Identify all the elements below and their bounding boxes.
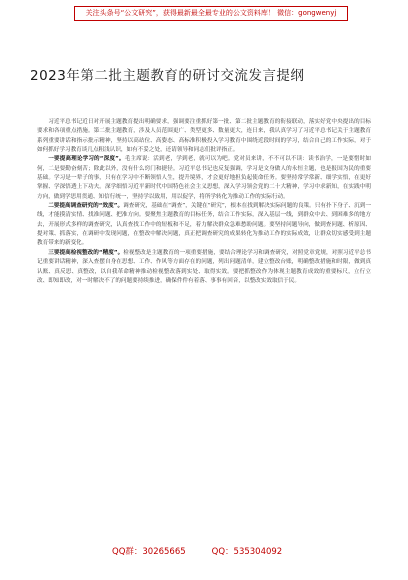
paragraph-heading: 三要提高检视整改的“精度”。 xyxy=(48,249,124,256)
paragraph xyxy=(37,155,371,202)
document-body xyxy=(37,118,371,286)
qq-number: QQ：535304092 xyxy=(211,547,283,557)
paragraph-heading: 一要提高理论学习的“深度”。 xyxy=(48,156,125,163)
qq-group-number: QQ群：30265665 xyxy=(112,547,186,557)
paragraph-text: 毛主席说：活到老，学到老，就可以为吧。党对员来讲，不不可以不读：读书治学，一是要惜时如何，二是要勤奋刻苦；除此以外，没有什么窍门和捷径。习近平总书记也反复强调，学习是文身做人的永恒主题，也是报国为民的重要基础。学习是一辈子的事，只有在学习中不断领悟人生，提升境界，才会更好地担负起使命任务。要坚持常学常新、细学实悟，在更好掌握、学深悟透上下功夫。深学细悟习近平新时代中国特色社会主义思想，深入学习领会党的二十大精神，学习中求新知，在实践中明方向，做到学思用贯通、知信行统一，坚持学以致用，用以促学，将所学转化为推动工作的实际行动。 xyxy=(37,156,371,200)
paragraph xyxy=(37,249,371,286)
contact-footer xyxy=(112,545,352,557)
paragraph-text: 检视整改是主题教育的一项重要措施，要结合理论学习和调查研究，对照党章党规，对照习近平总书记重要讲话精神，深入查摆自身在思想、工作、作风等方面存在的问题，列出问题清单，建立整改台账，明确整改措施和时限，做到真认账、真反思、真整改，以自我革命精神推动检视整改落到实处、取得实效。要把抓整改作为体现主题教育成效的重要标尺，立行立改、即知即改，对一时解决不了的问题要持续推进，确保件件有着落、事事有回音，以整改实效取信于民。 xyxy=(37,249,371,284)
top-banner: 关注头条号“公文研究”，获得最新最全最专业的公文资料库！ 微信：gongwenyj xyxy=(74,6,348,21)
document-title: 2023年第二批主题教育的研讨交流发言提纲 xyxy=(30,68,305,84)
paragraph xyxy=(37,202,371,249)
paragraph-heading: 二要提高调查研究的“效度”。 xyxy=(48,203,124,210)
paragraph xyxy=(37,118,371,155)
paragraph-text: 调查研究，基础在“调查”，关键在“研究”，根本在找到解决实际问题的良策。只有扑下身子、沉到一线，才能摸清实情、找准问题、把准方向。要聚焦主题教育的目标任务，结合工作实际，深入基层一线，到群众中去、到困难多的地方去，开展形式多样的调查研究，认真查找工作中的短板和不足，着力解决群众急难愁盼问题。要坚持问题导向，做到查问题、析原因、提对策、抓落实，在调研中发现问题，在整改中解决问题，真正把调查研究的成果转化为推动工作的实际成效，让群众切实感受到主题教育带来的新变化。 xyxy=(37,203,371,247)
paragraph-text: 习近平总书记近日对开展主题教育提出明确要求，强调要注重抓好第一批、第二批主题教育的衔接联动，落实好党中央提出的目标要求和各项重点措施。第二批主题教育，涉及人员范围更广、类型更多、数量更大，连日来，我认真学习了习近平总书记关于主题教育系列重要讲话和指示批示精神，坚持以高站位、高姿态、高标准积极投入学习教育中围绕近段时间的学习，结合自己的工作实际，对于如何抓好学习教育谈几点粗浅认识，如有不妥之处，还请领导和同志们批评指正。 xyxy=(37,119,371,154)
